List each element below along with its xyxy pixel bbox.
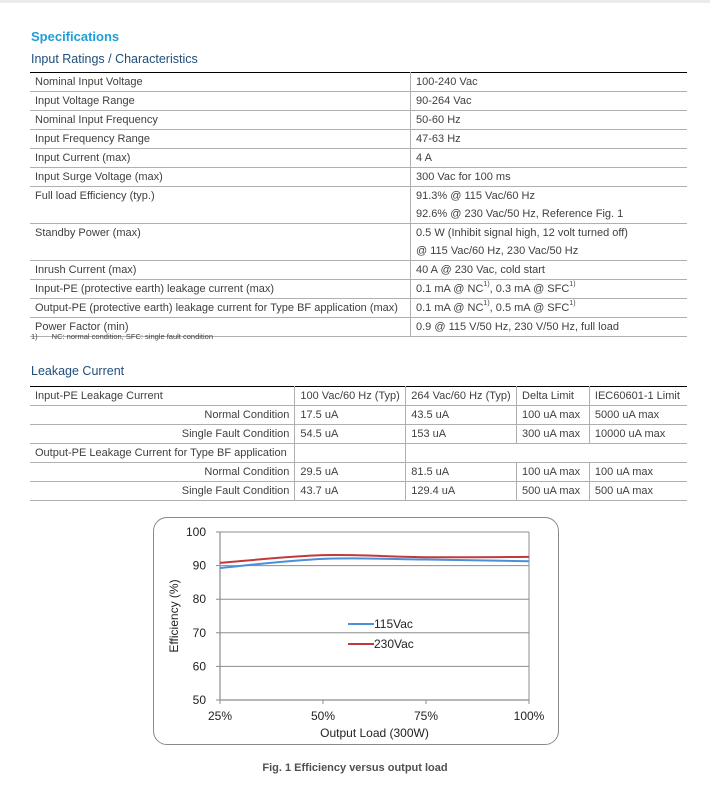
spec-label: Full load Efficiency (typ.) xyxy=(30,187,411,224)
footnote-number: 1) xyxy=(31,332,38,341)
y-axis-label: Efficiency (%) xyxy=(167,579,181,653)
leakage-value: 29.5 uA xyxy=(295,463,406,482)
condition-label: Normal Condition xyxy=(30,463,295,482)
spec-value-text: 92.6% @ 230 Vac/50 Hz, Reference Fig. 1 xyxy=(416,208,624,220)
spec-label: Nominal Input Voltage xyxy=(30,73,411,92)
spec-value-text: 100-240 Vac xyxy=(416,76,478,88)
leakage-group-row xyxy=(30,444,687,463)
condition-label: Normal Condition xyxy=(30,406,295,425)
footnote-text: NC: normal condition, SFC: single fault condition xyxy=(51,332,213,341)
leakage-value: 5000 uA max xyxy=(589,406,687,425)
spec-label: Inrush Current (max) xyxy=(30,261,411,280)
x-tick-label: 100% xyxy=(513,709,545,723)
leakage-value: 100 uA max xyxy=(589,463,687,482)
spec-value xyxy=(411,261,688,280)
spec-value-text: 91.3% @ 115 Vac/60 Hz xyxy=(416,190,535,202)
leakage-value: 17.5 uA xyxy=(295,406,406,425)
spec-value xyxy=(411,318,688,337)
spec-row xyxy=(30,130,687,149)
spec-row xyxy=(30,224,687,261)
leakage-group-label: Input-PE Leakage Current xyxy=(30,387,295,406)
leakage-value: 54.5 uA xyxy=(295,425,406,444)
footnote-ref: 1) xyxy=(569,281,576,288)
spec-value-text: 4 A xyxy=(416,152,432,164)
spec-value-text: @ 115 Vac/60 Hz, 230 Vac/50 Hz xyxy=(416,245,579,257)
spec-label: Input Voltage Range xyxy=(30,92,411,111)
spec-value xyxy=(411,299,688,318)
column-header: IEC60601-1 Limit xyxy=(589,387,687,406)
spec-row xyxy=(30,187,687,224)
spec-row xyxy=(30,111,687,130)
leakage-value: 100 uA max xyxy=(517,406,590,425)
condition-label: Single Fault Condition xyxy=(30,425,295,444)
spec-label: Power Factor (min) xyxy=(30,318,411,337)
spec-value-text: 300 Vac for 100 ms xyxy=(416,171,511,183)
spec-label: Output-PE (protective earth) leakage current for Type BF application (max) xyxy=(30,299,411,318)
spec-label: Nominal Input Frequency xyxy=(30,111,411,130)
footnote-ref: 1) xyxy=(483,300,490,307)
spec-label: Input Frequency Range xyxy=(30,130,411,149)
y-tick-label: 50 xyxy=(192,693,206,707)
leakage-current-table xyxy=(30,386,687,501)
leakage-value: 129.4 uA xyxy=(406,482,517,501)
figure-caption: Fig. 1 Efficiency versus output load xyxy=(262,762,448,774)
column-header: Delta Limit xyxy=(517,387,590,406)
leakage-row xyxy=(30,482,687,501)
spec-value xyxy=(411,280,688,299)
spec-row xyxy=(30,299,687,318)
leakage-value: 153 uA xyxy=(406,425,517,444)
spec-value xyxy=(411,187,688,224)
x-tick-label: 50% xyxy=(310,709,336,723)
top-bar xyxy=(0,0,710,3)
leakage-row xyxy=(30,425,687,444)
spec-row xyxy=(30,168,687,187)
leakage-value xyxy=(517,444,590,463)
leakage-value: 500 uA max xyxy=(517,482,590,501)
x-tick-label: 75% xyxy=(413,709,439,723)
section-heading-input-ratings: Input Ratings / Characteristics xyxy=(31,52,198,66)
leakage-value: 81.5 uA xyxy=(406,463,517,482)
spec-row xyxy=(30,149,687,168)
spec-row xyxy=(30,92,687,111)
column-header: 100 Vac/60 Hz (Typ) xyxy=(295,387,406,406)
legend-label: 230Vac xyxy=(374,637,414,651)
spec-value-text: 47-63 Hz xyxy=(416,133,461,145)
spec-value xyxy=(411,92,688,111)
x-axis-label: Output Load (300W) xyxy=(320,726,429,740)
section-heading-leakage: Leakage Current xyxy=(31,364,125,378)
spec-label: Input Surge Voltage (max) xyxy=(30,168,411,187)
leakage-value: 43.5 uA xyxy=(406,406,517,425)
efficiency-chart xyxy=(153,517,559,745)
spec-value xyxy=(411,130,688,149)
spec-value xyxy=(411,111,688,130)
leakage-value: 100 uA max xyxy=(517,463,590,482)
column-header: 264 Vac/60 Hz (Typ) xyxy=(406,387,517,406)
spec-row xyxy=(30,280,687,299)
legend-label: 115Vac xyxy=(374,617,413,631)
footnote-ref: 1) xyxy=(483,281,490,288)
spec-row xyxy=(30,261,687,280)
spec-value-text: 0.9 @ 115 V/50 Hz, 230 V/50 Hz, full load xyxy=(416,321,619,333)
spec-value-text: 40 A @ 230 Vac, cold start xyxy=(416,264,545,276)
spec-value xyxy=(411,168,688,187)
spec-label: Input-PE (protective earth) leakage current (max) xyxy=(30,280,411,299)
leakage-value xyxy=(406,444,517,463)
spec-value xyxy=(411,224,688,261)
y-tick-label: 70 xyxy=(192,625,206,640)
y-tick-label: 90 xyxy=(192,558,206,573)
spec-row xyxy=(30,73,687,92)
leakage-row xyxy=(30,463,687,482)
footnote-ref: 1) xyxy=(569,300,576,307)
condition-label: Single Fault Condition xyxy=(30,482,295,501)
spec-value xyxy=(411,149,688,168)
spec-label: Input Current (max) xyxy=(30,149,411,168)
spec-value-text: 90-264 Vac xyxy=(416,95,472,107)
leakage-value: 500 uA max xyxy=(589,482,687,501)
y-tick-label: 100 xyxy=(185,525,206,539)
spec-value xyxy=(411,73,688,92)
spec-value-text: 50-60 Hz xyxy=(416,114,461,126)
leakage-value: 43.7 uA xyxy=(295,482,406,501)
leakage-value xyxy=(295,444,406,463)
leakage-value: 10000 uA max xyxy=(589,425,687,444)
leakage-value: 300 uA max xyxy=(517,425,590,444)
y-tick-label: 60 xyxy=(192,659,206,674)
spec-value-text: 0.1 mA @ NC xyxy=(416,283,484,295)
leakage-group-label: Output-PE Leakage Current for Type BF application xyxy=(30,444,295,463)
spec-value-text: 0.1 mA @ NC xyxy=(416,302,484,314)
leakage-value xyxy=(589,444,687,463)
spec-value-text: , 0.5 mA @ SFC xyxy=(489,302,570,314)
spec-value-text: , 0.3 mA @ SFC xyxy=(489,283,570,295)
spec-value-text: 0.5 W (Inhibit signal high, 12 volt turned off) xyxy=(416,227,628,239)
footnote xyxy=(31,332,213,341)
chart-plot xyxy=(154,518,558,744)
y-tick-label: 80 xyxy=(192,592,206,607)
leakage-header-row xyxy=(30,387,687,406)
spec-label: Standby Power (max) xyxy=(30,224,411,261)
input-ratings-table xyxy=(30,72,687,337)
x-tick-label: 25% xyxy=(207,709,233,723)
leakage-row xyxy=(30,406,687,425)
page-title: Specifications xyxy=(31,29,120,44)
